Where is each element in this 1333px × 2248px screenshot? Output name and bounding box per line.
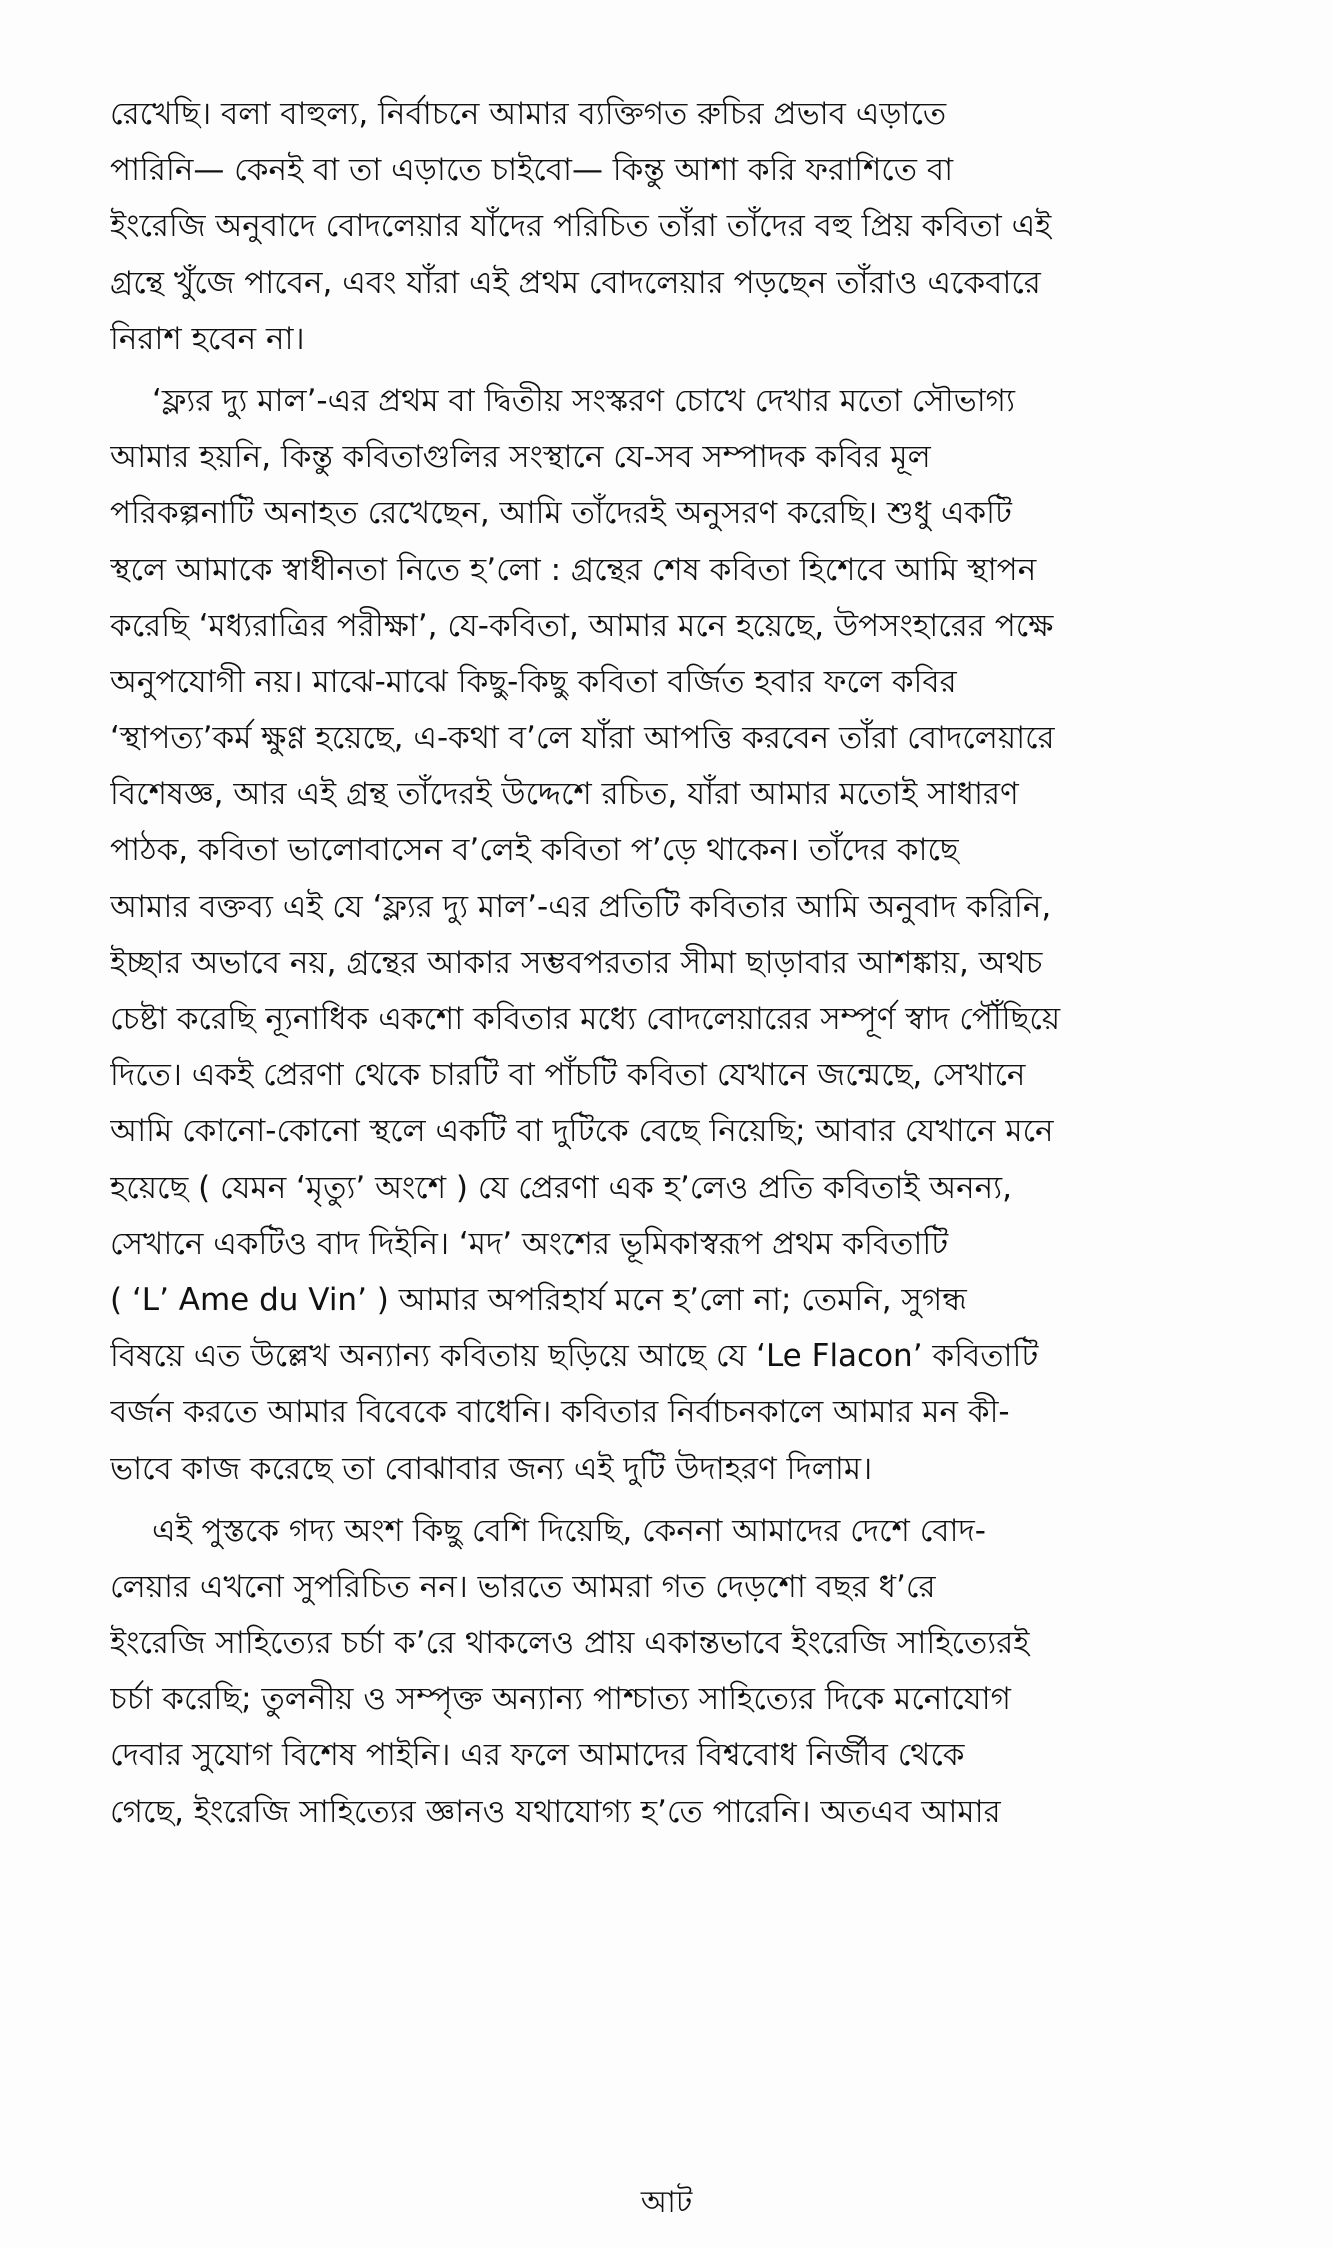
text-line: বিষয়ে এত উল্লেখ অন্যান্য কবিতায় ছড়িয়ে আছে যে ‘Le Flacon’ কবিতাটি <box>110 1338 1039 1375</box>
text-line: বর্জন করতে আমার বিবেকে বাধেনি। কবিতার নির্বাচনকালে আমার মন কী- <box>110 1394 1010 1431</box>
text-line: স্থলে আমাকে স্বাধীনতা নিতে হ’লো : গ্রন্থের শেষ কবিতা হিশেবে আমি স্থাপন <box>110 551 1037 588</box>
text-line: হয়েছে ( যেমন ‘মৃত্যু’ অংশে ) যে প্রেরণা এক হ’লেও প্রতি কবিতাই অনন্য, <box>110 1169 1012 1206</box>
text-line: গেছে, ইংরেজি সাহিত্যের জ্ঞানও যথাযোগ্য হ’তে পারেনি। অতএব আমার <box>110 1793 1001 1830</box>
text-line: ভাবে কাজ করেছে তা বোঝাবার জন্য এই দুটি উদাহরণ দিলাম। <box>110 1450 873 1487</box>
text-line: লেয়ার এখনো সুপরিচিত নন। ভারতে আমরা গত দেড়শো বছর ধ’রে <box>110 1568 936 1605</box>
page-number: আট <box>640 2185 693 2220</box>
text-line: আমার বক্তব্য এই যে ‘ফ্ল্যর দ্যু মাল’-এর প্রতিটি কবিতার আমি অনুবাদ করিনি, <box>110 888 1052 925</box>
text-line: পারিনি— কেনই বা তা এড়াতে চাইবো— কিন্তু আশা করি ফরাশিতে বা <box>110 152 954 189</box>
text-line: দিতে। একই প্রেরণা থেকে চারটি বা পাঁচটি কবিতা যেখানে জন্মেছে, সেখানে <box>110 1057 1026 1094</box>
text-line: আমি কোনো-কোনো স্থলে একটি বা দুটিকে বেছে নিয়েছি; আবার যেখানে মনে <box>110 1113 1054 1150</box>
text-line: এই পুস্তকে গদ্য অংশ কিছু বেশি দিয়েছি, কেননা আমাদের দেশে বোদ- <box>152 1512 986 1549</box>
paragraph-2 <box>110 373 1250 1497</box>
text-line: দেবার সুযোগ বিশেষ পাইনি। এর ফলে আমাদের বিশ্ববোধ নির্জীব থেকে <box>110 1737 965 1774</box>
text-line: সেখানে একটিও বাদ দিইনি। ‘মদ’ অংশের ভূমিকাস্বরূপ প্রথম কবিতাটি <box>110 1225 949 1262</box>
text-line: ‘ফ্ল্যর দ্যু মাল’-এর প্রথম বা দ্বিতীয় সংস্করণ চোখে দেখার মতো সৌভাগ্য <box>152 382 1015 419</box>
paragraph-1 <box>110 86 1250 367</box>
text-line: বিশেষজ্ঞ, আর এই গ্রন্থ তাঁদেরই উদ্দেশে রচিত, যাঁরা আমার মতোই সাধারণ <box>110 776 1019 813</box>
paragraph-3 <box>110 1503 1250 1840</box>
text-line: আমার হয়নি, কিন্তু কবিতাগুলির সংস্থানে যে-সব সম্পাদক কবির মূল <box>110 439 931 476</box>
text-line: অনুপযোগী নয়। মাঝে-মাঝে কিছু-কিছু কবিতা বর্জিত হবার ফলে কবির <box>110 663 957 700</box>
text-line: গ্রন্থে খুঁজে পাবেন, এবং যাঁরা এই প্রথম বোদলেয়ার পড়ছেন তাঁরাও একেবারে <box>110 264 1041 301</box>
text-line: চর্চা করেছি; তুলনীয় ও সম্পৃক্ত অন্যান্য পাশ্চাত্য সাহিত্যের দিকে মনোযোগ <box>110 1681 1011 1718</box>
text-line: ইংরেজি সাহিত্যের চর্চা ক’রে থাকলেও প্রায় একান্তভাবে ইংরেজি সাহিত্যেরই <box>110 1625 1030 1662</box>
text-line: রেখেছি। বলা বাহুল্য, নির্বাচনে আমার ব্যক্তিগত রুচির প্রভাব এড়াতে <box>110 96 947 132</box>
text-line: পাঠক, কবিতা ভালোবাসেন ব’লেই কবিতা প’ড়ে থাকেন। তাঁদের কাছে <box>110 832 959 869</box>
text-line: চেষ্টা করেছি ন্যূনাধিক একশো কবিতার মধ্যে বোদলেয়ারের সম্পূর্ণ স্বাদ পৌঁছিয়ে <box>110 1001 1061 1037</box>
body-text <box>110 86 1250 1840</box>
text-line: করেছি ‘মধ্যরাত্রির পরীক্ষা’, যে-কবিতা, আমার মনে হয়েছে, উপসংহারের পক্ষে <box>110 607 1054 644</box>
text-line: ইচ্ছার অভাবে নয়, গ্রন্থের আকার সম্ভবপরতার সীমা ছাড়াবার আশঙ্কায়, অথচ <box>110 944 1043 981</box>
text-line: ইংরেজি অনুবাদে বোদলেয়ার যাঁদের পরিচিত তাঁরা তাঁদের বহু প্রিয় কবিতা এই <box>110 208 1052 245</box>
text-line: নিরাশ হবেন না। <box>110 320 305 357</box>
text-line: পরিকল্পনাটি অনাহত রেখেছেন, আমি তাঁদেরই অনুসরণ করেছি। শুধু একটি <box>110 495 1012 532</box>
text-line: ( ‘L’ Ame du Vin’ ) আমার অপরিহার্য মনে হ’লো না; তেমনি, সুগন্ধ <box>110 1281 967 1318</box>
text-line: ‘স্থাপত্য’কর্ম ক্ষুণ্ণ হয়েছে, এ-কথা ব’লে যাঁরা আপত্তি করবেন তাঁরা বোদলেয়ারে <box>110 720 1055 757</box>
